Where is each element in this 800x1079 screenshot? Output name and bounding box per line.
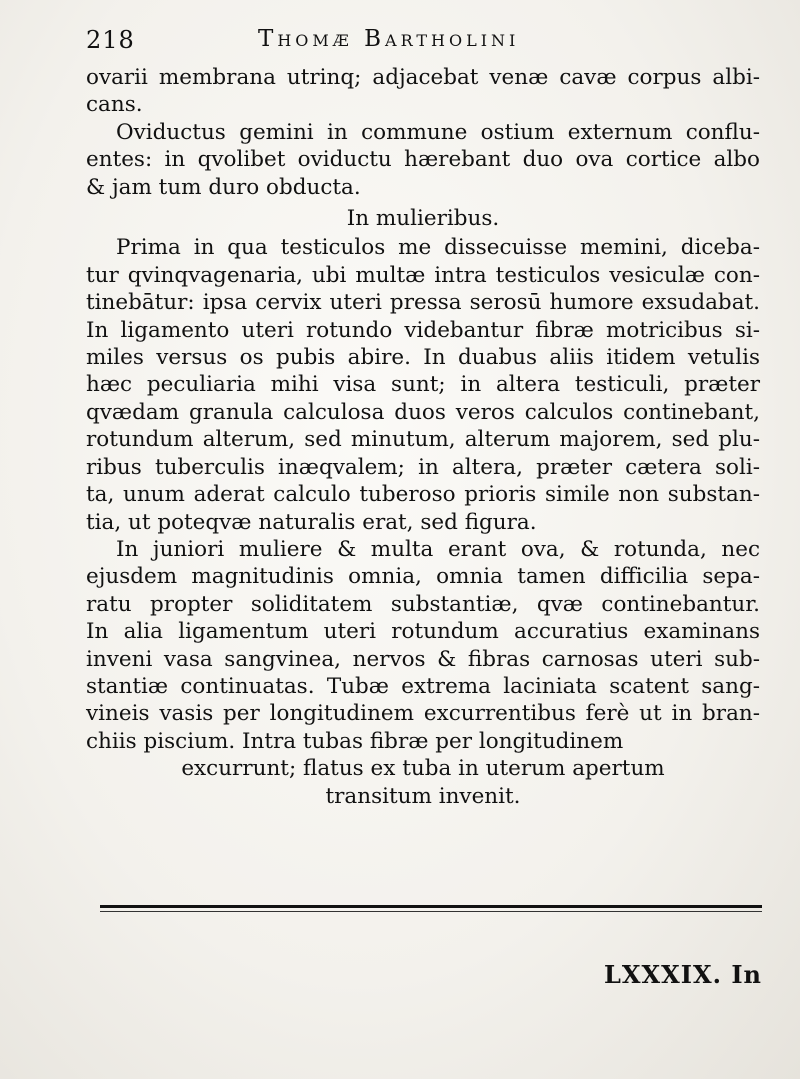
text-line: rotundum alterum, sed minutum, alterum majorem, sed plu- (86, 427, 760, 453)
text-line: tur qvinqvagenaria, ubi multæ intra testiculos vesiculæ con- (86, 262, 760, 288)
text-line: qvædam granula calculosa duos veros calculos continebant, (86, 399, 760, 425)
text-line: inveni vasa sangvinea, nervos & fibras carnosas uteri sub- (86, 646, 760, 672)
text-line: miles versus os pubis abire. In duabus aliis itidem vetulis (86, 345, 760, 371)
text-line: excurrunt; flatus ex tuba in uterum apertum (181, 756, 665, 782)
bottom-rule (100, 905, 762, 908)
text-line: Oviductus gemini in commune ostium externum conflu- (116, 119, 760, 145)
text-line: In mulieribus. (346, 206, 500, 232)
text-line: ta, unum aderat calculo tuberoso prioris simile non substan- (86, 482, 760, 508)
text-line: chiis piscium. Intra tubas fibræ per longitudinem (86, 728, 624, 754)
body-text (86, 64, 760, 810)
text-line: ovarii membrana utrinq; adjacebat venæ cavæ corpus albi- (86, 65, 760, 90)
text-line: entes: in qvolibet oviductu hærebant duo ova cortice albo (86, 147, 760, 173)
running-head: Thomæ Bartholini (258, 26, 520, 52)
text-line: vineis vasis per longitudinem excurrentibus ferè ut in bran- (86, 701, 760, 727)
bottom-rule-thin (100, 911, 762, 912)
catchword: LXXXIX. In (604, 960, 762, 989)
text-line: cans. (86, 92, 143, 118)
text-line: hæc peculiaria mihi visa sunt; in altera testiculi, præter (86, 372, 760, 398)
text-line: transitum invenit. (325, 783, 521, 809)
text-line: ratu propter soliditatem substantiæ, qvæ continebantur. (86, 591, 760, 617)
page-number: 218 (86, 26, 135, 54)
text-line: Prima in qua testiculos me dissecuisse memini, diceba- (116, 235, 760, 261)
text-line: In ligamento uteri rotundo videbantur fibræ motricibus si- (86, 317, 760, 343)
text-line: tinebātur: ipsa cervix uteri pressa serosū humore exsudabat. (86, 290, 760, 316)
text-line: ribus tuberculis inæqvalem; in altera, præter cætera soli- (86, 454, 760, 480)
text-line: & jam tum duro obducta. (86, 174, 361, 200)
text-line: stantiæ continuatas. Tubæ extrema laciniata scatent sang- (86, 673, 760, 699)
text-line: In alia ligamentum uteri rotundum accuratius examinans (86, 619, 760, 645)
text-line: tia, ut poteqvæ naturalis erat, sed figura. (86, 509, 537, 535)
text-line: ejusdem magnitudinis omnia, omnia tamen difficilia sepa- (86, 564, 760, 590)
page-header (80, 22, 760, 56)
text-line: In juniori muliere & multa erant ova, & rotunda, nec (116, 536, 760, 562)
